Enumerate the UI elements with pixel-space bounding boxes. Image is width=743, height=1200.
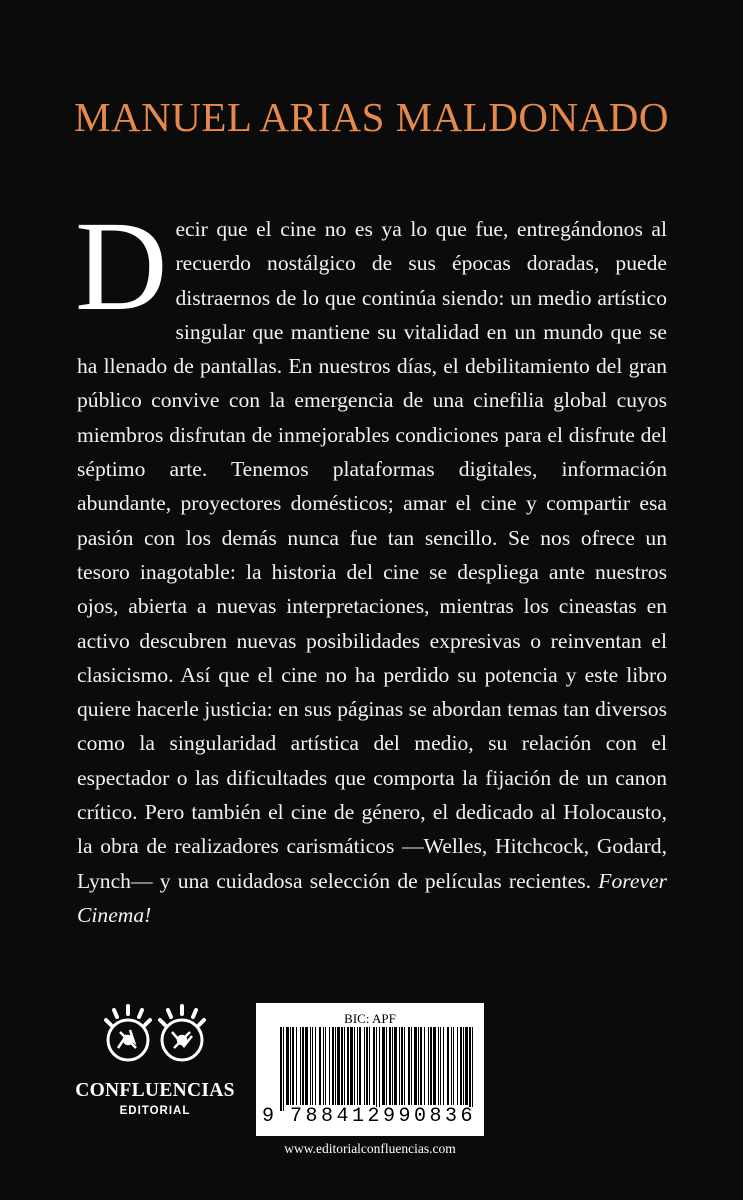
barcode-bar <box>337 1027 340 1105</box>
barcode-bar <box>472 1027 473 1111</box>
barcode-bar <box>286 1027 289 1105</box>
barcode-bar <box>438 1027 439 1105</box>
barcode-bar <box>420 1027 422 1105</box>
barcode-bar <box>364 1027 365 1105</box>
barcode-bar <box>386 1027 387 1105</box>
barcode-bar <box>414 1027 417 1105</box>
bic-code: BIC: APF <box>344 1011 396 1026</box>
barcode-bar <box>332 1027 334 1105</box>
barcode-bar <box>312 1027 313 1105</box>
barcode-bar <box>408 1027 410 1105</box>
barcode-bar <box>469 1027 471 1111</box>
barcode-bar <box>315 1027 316 1105</box>
barcode-bar <box>411 1027 412 1105</box>
author-name: MANUEL ARIAS MALDONADO <box>74 94 669 140</box>
barcode-bar <box>401 1027 403 1105</box>
barcode-bar <box>292 1027 294 1105</box>
barcode-bar <box>369 1027 370 1105</box>
barcode-bar <box>335 1027 336 1105</box>
barcode-bar <box>453 1027 454 1105</box>
barcode-bar <box>325 1027 326 1105</box>
barcode-bar <box>428 1027 429 1105</box>
barcode-bar <box>394 1027 397 1105</box>
barcode-bar <box>447 1027 449 1105</box>
barcode-bar <box>382 1027 385 1105</box>
barcode-bar <box>424 1027 425 1105</box>
barcode-bar <box>418 1027 419 1105</box>
barcode-bar <box>344 1027 345 1105</box>
barcode-bar <box>357 1027 358 1105</box>
barcode-bar <box>280 1027 282 1111</box>
barcode-bar <box>373 1027 375 1105</box>
barcode-bar <box>379 1027 380 1111</box>
barcode-bar <box>305 1027 308 1105</box>
barcode-bar <box>341 1027 343 1105</box>
barcode-bar <box>283 1027 284 1111</box>
barcode-bar <box>430 1027 432 1105</box>
barcode-bar <box>376 1027 377 1111</box>
barcode-bar <box>300 1027 301 1105</box>
barcode-bar <box>460 1027 462 1105</box>
barcode-bar <box>359 1027 361 1105</box>
barcode-bar <box>319 1027 321 1105</box>
barcode-bar <box>350 1027 353 1105</box>
publisher-website: www.editorialconfluencias.com <box>284 1141 456 1156</box>
barcode-bar <box>440 1027 441 1105</box>
barcode-group-right: 990836 <box>383 1105 477 1128</box>
confluencias-wheels-icon <box>100 1002 210 1074</box>
barcode-bar <box>310 1027 311 1105</box>
barcode-bar <box>465 1027 468 1105</box>
barcode-bar <box>302 1027 304 1105</box>
barcode-bar <box>404 1027 405 1105</box>
barcode-bar <box>457 1027 458 1105</box>
barcode-bar <box>399 1027 400 1105</box>
barcode-bar <box>329 1027 330 1105</box>
barcode-bar <box>443 1027 444 1105</box>
blurb-closing: Forever Cinema! <box>77 868 668 927</box>
barcode-bar <box>389 1027 391 1105</box>
blurb-text <box>75 195 668 932</box>
publisher-subtitle: EDITORIAL <box>119 1105 191 1117</box>
barcode-bar <box>347 1027 349 1105</box>
barcode-group-left: 788412 <box>290 1105 384 1128</box>
publisher-logo <box>72 1002 238 1122</box>
drop-cap: D <box>75 195 168 337</box>
barcode-bar <box>392 1027 393 1105</box>
blurb-body: ecir que el cine no es ya lo que fue, entregándonos al recuerdo nostálgico de sus épocas doradas, puede distraernos de lo que continúa siendo: un medio artístico singular que mantiene su vitalidad en un mundo que se ha llenado de pantallas. En nuestros días, el debilitamiento del gran público convive con la emergencia de una cinefilia global cuyos miembros disfrutan de inmejorables condiciones para el disfrute del séptimo arte. Tenemos plataformas digitales, información abundante, proyectores domésticos; amar el cine y compartir esa pasión con los demás nunca fue tan sencillo. Se nos ofrece un tesoro inagotable: la historia del cine se despliega ante nuestros ojos, abierta a nuevas interpretaciones, mientras los cineastas en activo descubren nuevas posibilidades expresivas o reinventan el clasicismo. Así que el cine no ha perdido su potencia y este libro quiere hacerle justicia: en sus páginas se abordan temas tan diversos como la singularidad artística del medio, su relación con el espectador o las dificultades que comporta la fijación de un canon crítico. Pero también el cine de género, el dedicado al Holocausto, la obra de realizadores carismáticos —Welles, Hitchcock, Godard, Lynch— y una cuidadosa selección de películas recientes. <box>77 217 667 893</box>
barcode-bar <box>463 1027 464 1105</box>
publisher-name: CONFLUENCIAS <box>75 1080 235 1101</box>
barcode-bar <box>451 1027 452 1105</box>
barcode-bar <box>296 1027 297 1105</box>
isbn-barcode <box>256 1003 484 1136</box>
barcode-bar <box>323 1027 324 1105</box>
barcode-bar <box>433 1027 436 1105</box>
barcode-bar <box>366 1027 368 1105</box>
barcode-first-digit: 9 <box>262 1105 278 1128</box>
barcode-bar <box>290 1027 291 1105</box>
barcode-bar <box>354 1027 355 1105</box>
